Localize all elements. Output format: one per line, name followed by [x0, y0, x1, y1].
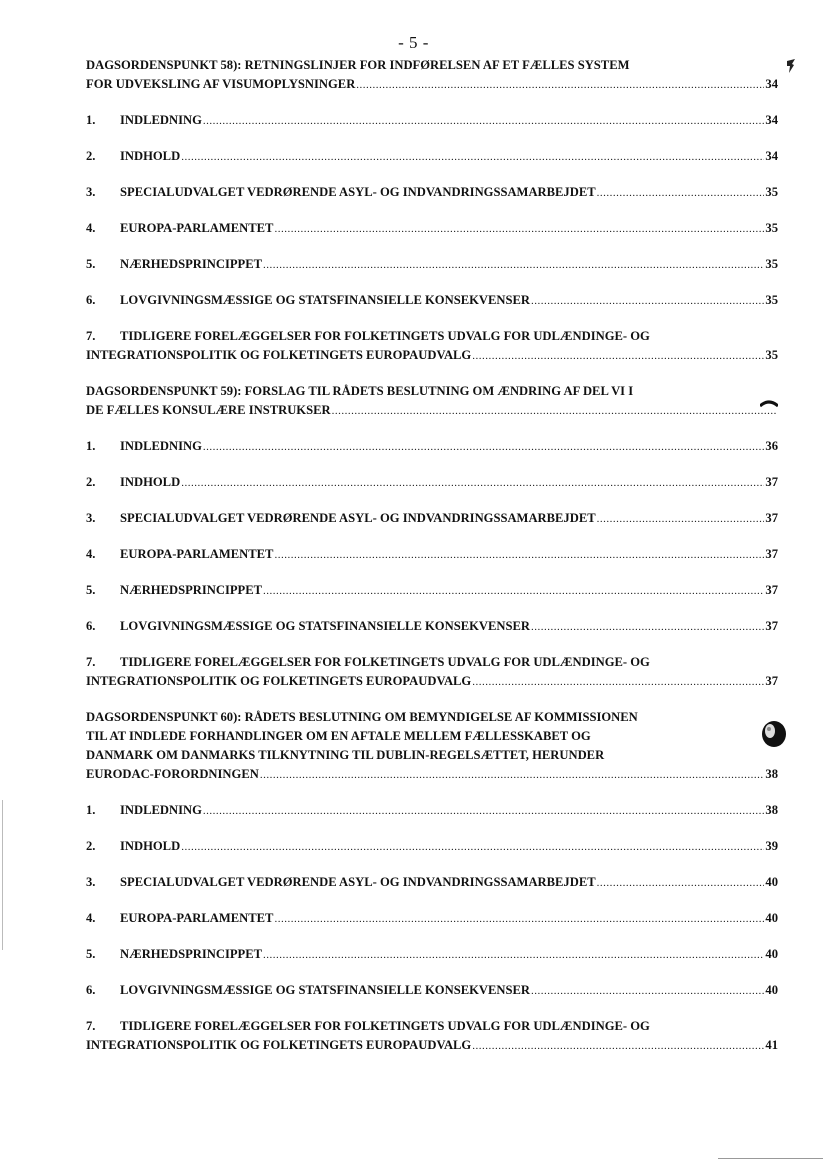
- toc-entry-number: 2.: [86, 475, 96, 489]
- toc-entry-label: INTEGRATIONSPOLITIK OG FOLKETINGETS EUROPAUDVALG: [86, 674, 472, 688]
- toc-leader-dots: [263, 583, 764, 599]
- toc-leader-dots: [181, 475, 764, 491]
- toc-entry-page: 35: [765, 293, 778, 307]
- toc-entry-page: 37: [765, 547, 778, 561]
- toc-entry: [86, 982, 778, 998]
- toc-entry-number: 7.: [86, 1019, 96, 1033]
- toc-leader-dots: [597, 511, 765, 527]
- toc-leader-dots: [181, 149, 764, 165]
- toc-leader-dots: [597, 875, 765, 891]
- toc-entry: [86, 474, 778, 490]
- scan-smudge-icon: [760, 400, 778, 408]
- toc-entry: [86, 347, 778, 363]
- toc-entry-label: INDHOLD: [120, 839, 181, 853]
- toc-leader-dots: [274, 547, 764, 563]
- toc-entry: [86, 654, 778, 670]
- toc-entry-number: 1.: [86, 113, 96, 127]
- toc-leader-dots: [203, 113, 765, 129]
- toc-leader-dots: [597, 185, 765, 201]
- toc-entry-number: 3.: [86, 875, 96, 889]
- toc-entry: [86, 673, 778, 689]
- toc-leader-dots: [356, 77, 764, 93]
- toc-entry: [86, 510, 778, 526]
- toc-entry-label: SPECIALUDVALGET VEDRØRENDE ASYL- OG INDVANDRINGSSAMARBEJDET: [120, 875, 596, 889]
- toc-entry-label: DANMARK OM DANMARKS TILKNYTNING TIL DUBLIN-REGELSÆTTET, HERUNDER: [86, 748, 605, 762]
- toc-entry-number: 5.: [86, 947, 96, 961]
- toc-entry: [86, 582, 778, 598]
- toc-leader-dots: [472, 348, 764, 364]
- toc-entry: [86, 747, 778, 763]
- toc-entry: [86, 838, 778, 854]
- toc-leader-dots: [263, 257, 764, 273]
- toc-entry-label: NÆRHEDSPRINCIPPET: [120, 257, 263, 271]
- toc-entry-label: INDHOLD: [120, 149, 181, 163]
- toc-leader-dots: [181, 839, 764, 855]
- toc-entry-page: 35: [765, 221, 778, 235]
- toc-entry: [86, 402, 778, 418]
- toc-leader-dots: [274, 221, 764, 237]
- toc-entry-page: 37: [765, 583, 778, 597]
- toc-entry-page: 35: [765, 348, 778, 362]
- toc-entry-label: TIDLIGERE FORELÆGGELSER FOR FOLKETINGETS UDVALG FOR UDLÆNDINGE- OG: [120, 329, 650, 343]
- toc-entry-label: INDHOLD: [120, 475, 181, 489]
- toc-entry-label: EUROPA-PARLAMENTET: [120, 547, 274, 561]
- toc-entry-label: INDLEDNING: [120, 113, 202, 127]
- toc-entry-page: 40: [765, 983, 778, 997]
- toc-entry-number: 6.: [86, 293, 96, 307]
- toc-leader-dots: [332, 403, 777, 419]
- toc-leader-dots: [531, 983, 764, 999]
- toc-entry: [86, 709, 778, 725]
- toc-entry-label: INTEGRATIONSPOLITIK OG FOLKETINGETS EUROPAUDVALG: [86, 348, 472, 362]
- toc-leader-dots: [531, 619, 764, 635]
- toc-entry: [86, 220, 778, 236]
- toc-entry: [86, 76, 778, 92]
- toc-entry-number: 4.: [86, 547, 96, 561]
- toc-entry-number: 5.: [86, 257, 96, 271]
- toc-entry: [86, 1037, 778, 1053]
- toc-entry-label: DAGSORDENSPUNKT 59): FORSLAG TIL RÅDETS BESLUTNING OM ÆNDRING AF DEL VI I: [86, 384, 634, 398]
- toc-entry-label: DAGSORDENSPUNKT 60): RÅDETS BESLUTNING OM BEMYNDIGELSE AF KOMMISSIONEN: [86, 710, 638, 724]
- toc-entry-label: LOVGIVNINGSMÆSSIGE OG STATSFINANSIELLE KONSEKVENSER: [120, 293, 530, 307]
- toc-leader-dots: [260, 767, 765, 783]
- toc-leader-dots: [203, 439, 765, 455]
- toc-entry-number: 4.: [86, 221, 96, 235]
- toc-entry-label: SPECIALUDVALGET VEDRØRENDE ASYL- OG INDVANDRINGSSAMARBEJDET: [120, 511, 596, 525]
- toc-entry: [86, 946, 778, 962]
- toc-entry-label: LOVGIVNINGSMÆSSIGE OG STATSFINANSIELLE KONSEKVENSER: [120, 983, 530, 997]
- toc-entry: [86, 112, 778, 128]
- toc-entry-number: 6.: [86, 983, 96, 997]
- toc-entry-page: 40: [765, 911, 778, 925]
- toc-entry-page: 40: [765, 947, 778, 961]
- toc-entry: [86, 57, 778, 73]
- toc-entry: [86, 328, 778, 344]
- toc-entry-number: 3.: [86, 185, 96, 199]
- toc-entry: [86, 618, 778, 634]
- toc-entry-label: INDLEDNING: [120, 803, 202, 817]
- toc-entry-page: 38: [765, 803, 778, 817]
- toc-entry-label: SPECIALUDVALGET VEDRØRENDE ASYL- OG INDVANDRINGSSAMARBEJDET: [120, 185, 596, 199]
- toc-entry-label: DAGSORDENSPUNKT 58): RETNINGSLINJER FOR INDFØRELSEN AF ET FÆLLES SYSTEM: [86, 58, 630, 72]
- toc-entry-label: NÆRHEDSPRINCIPPET: [120, 583, 263, 597]
- toc-entry-page: 41: [765, 1038, 778, 1052]
- toc-entry-number: 1.: [86, 439, 96, 453]
- toc-entry: [86, 802, 778, 818]
- toc-entry-number: 3.: [86, 511, 96, 525]
- toc-entry-number: 5.: [86, 583, 96, 597]
- toc-entry-page: 39: [765, 839, 778, 853]
- toc-entry: [86, 184, 778, 200]
- toc-entry-page: 40: [765, 875, 778, 889]
- toc-entry-label: TIDLIGERE FORELÆGGELSER FOR FOLKETINGETS UDVALG FOR UDLÆNDINGE- OG: [120, 1019, 650, 1033]
- toc-entry-page: 34: [765, 77, 778, 91]
- toc-entry: [86, 728, 778, 744]
- scan-blot-icon: [761, 720, 787, 748]
- toc-entry-page: 35: [765, 185, 778, 199]
- page-number: - 5 -: [398, 33, 429, 52]
- toc-entry-page: 36: [765, 439, 778, 453]
- toc-entry: [86, 546, 778, 562]
- toc-leader-dots: [472, 1038, 764, 1054]
- toc-entry-label: LOVGIVNINGSMÆSSIGE OG STATSFINANSIELLE KONSEKVENSER: [120, 619, 530, 633]
- toc-entry: [86, 910, 778, 926]
- toc-entry-page: 34: [765, 149, 778, 163]
- toc-entry-page: 37: [765, 674, 778, 688]
- toc-leader-dots: [263, 947, 764, 963]
- toc-entry: [86, 766, 778, 782]
- toc-entry: [86, 292, 778, 308]
- toc-entry-label: DE FÆLLES KONSULÆRE INSTRUKSER: [86, 403, 331, 417]
- toc-entry-number: 2.: [86, 839, 96, 853]
- toc-entry-number: 7.: [86, 655, 96, 669]
- toc-entry-label: EURODAC-FORORDNINGEN: [86, 767, 259, 781]
- toc-leader-dots: [531, 293, 764, 309]
- toc-entry-label: INTEGRATIONSPOLITIK OG FOLKETINGETS EUROPAUDVALG: [86, 1038, 472, 1052]
- toc-entry-number: 6.: [86, 619, 96, 633]
- toc-entry: [86, 148, 778, 164]
- toc-entry-label: TIDLIGERE FORELÆGGELSER FOR FOLKETINGETS UDVALG FOR UDLÆNDINGE- OG: [120, 655, 650, 669]
- toc-entry-page: 37: [765, 475, 778, 489]
- toc-entry-label: EUROPA-PARLAMENTET: [120, 911, 274, 925]
- toc-entry-number: 7.: [86, 329, 96, 343]
- toc-entry-label: NÆRHEDSPRINCIPPET: [120, 947, 263, 961]
- toc-entry-number: 2.: [86, 149, 96, 163]
- toc-entry-page: 37: [765, 511, 778, 525]
- toc-entry: [86, 383, 778, 399]
- toc-entry-number: 1.: [86, 803, 96, 817]
- scan-edge-line: [718, 1158, 823, 1159]
- toc-entry-page: 34: [765, 113, 778, 127]
- toc-entry: [86, 256, 778, 272]
- toc-leader-dots: [203, 803, 765, 819]
- toc-entry: [86, 1018, 778, 1034]
- scan-edge-line: [2, 800, 3, 950]
- toc-entry-page: 35: [765, 257, 778, 271]
- toc-entry-label: TIL AT INDLEDE FORHANDLINGER OM EN AFTALE MELLEM FÆLLESSKABET OG: [86, 729, 591, 743]
- toc-entry-page: 38: [765, 767, 778, 781]
- toc-leader-dots: [274, 911, 764, 927]
- toc-entry-page: 37: [765, 619, 778, 633]
- toc-entry-number: 4.: [86, 911, 96, 925]
- toc-entry: [86, 874, 778, 890]
- toc-leader-dots: [472, 674, 764, 690]
- toc-entry-label: FOR UDVEKSLING AF VISUMOPLYSNINGER: [86, 77, 356, 91]
- toc-entry: [86, 438, 778, 454]
- toc-entry-label: INDLEDNING: [120, 439, 202, 453]
- toc-entry-label: EUROPA-PARLAMENTET: [120, 221, 274, 235]
- scan-speck-icon: [785, 58, 797, 74]
